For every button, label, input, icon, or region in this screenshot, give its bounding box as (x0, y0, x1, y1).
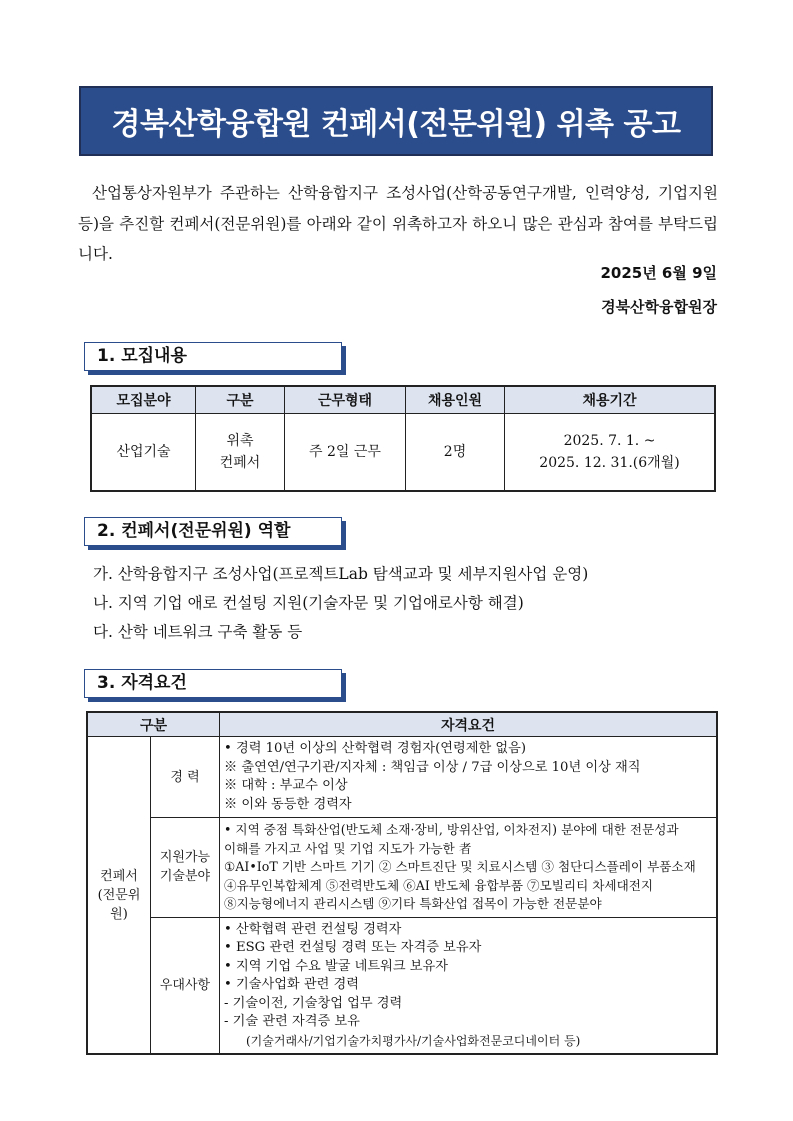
tech-label (151, 818, 220, 918)
tech-label-line: 지원가능 (159, 850, 211, 866)
count-cell: 2명 (406, 414, 505, 492)
list-item: • 경력 10년 이상의 산학협력 경험자(연령제한 없음) (224, 741, 527, 756)
tech-list (220, 818, 718, 918)
list-item: • 기술사업화 관련 경력 (224, 977, 360, 992)
list-item: ⑧지능형에너지 관리시스템 ⑨기타 특화산업 접목이 가능한 전문분야 (224, 896, 602, 911)
type-line: 위촉 (226, 433, 254, 449)
list-item: (기술거래사/기업기술가치평가사/기술사업화전문코디네이터 등) (246, 1033, 581, 1048)
table-row (87, 818, 717, 918)
table-header-row (91, 386, 715, 414)
list-item: ※ 이와 동등한 경력자 (224, 796, 352, 812)
group-line: 컨페서 (100, 868, 138, 884)
list-item: ※ 대학 : 부교수 이상 (224, 778, 348, 793)
section-heading-qualification: 3. 자격요건 (84, 669, 342, 698)
list-item: • 지역 기업 수요 발굴 네트워크 보유자 (224, 958, 449, 974)
pref-label: 우대사항 (151, 917, 220, 1054)
table-header-row (87, 712, 717, 737)
list-item: 다. 산학 네트워크 구축 활동 등 (93, 623, 303, 641)
list-item: ※ 출연연/연구기관/지자체 : 책임급 이상 / 7급 이상으로 10년 이상 재직 (224, 759, 641, 775)
table-header: 구분 (196, 386, 285, 414)
recruitment-table (90, 385, 716, 492)
list-item: - 기술이전, 기술창업 업무 경력 (224, 995, 403, 1011)
table-row (87, 737, 717, 818)
group-cell (87, 737, 151, 1055)
table-header: 모집분야 (91, 386, 196, 414)
table-header: 채용인원 (406, 386, 505, 414)
page-title: 경북산학융합원 컨페서(전문위원) 위촉 공고 (79, 86, 713, 156)
period-line: 2025. 12. 31.(6개월) (539, 455, 680, 471)
table-header: 근무형태 (285, 386, 406, 414)
list-item: 이해를 가지고 사업 및 기업 지도가 가능한 者 (224, 840, 472, 856)
tech-label-line: 기술분야 (159, 869, 211, 885)
type-line: 컨페서 (219, 455, 261, 471)
table-header: 자격요건 (220, 712, 718, 737)
list-item: ①AI•IoT 기반 스마트 기기 ② 스마트진단 및 치료시스템 ③ 첨단디스플레이 부품소재 (224, 859, 696, 874)
announcement-date: 2025년 6월 9일 (600, 264, 717, 282)
list-item: 나. 지역 기업 애로 컨설팅 지원(기술자문 및 기업애로사항 해결) (93, 594, 524, 612)
role-list (93, 560, 588, 647)
list-item: • 지역 중점 특화산업(반도체 소재·장비, 방위산업, 이차전지) 분야에 대한 전문성과 (224, 822, 679, 837)
list-item: • ESG 관련 컨설팅 경력 또는 자격증 보유자 (224, 940, 482, 955)
table-header: 구분 (87, 712, 220, 737)
section-heading-recruitment: 1. 모집내용 (84, 342, 342, 371)
intro-paragraph: 산업통상자원부가 주관하는 산학융합지구 조성사업(산학공동연구개발, 인력양성, 기업지원 등)을 추진할 컨페서(전문위원)를 아래와 같이 위촉하고자 하오니 많은 관심과 참여를 부탁드립니다. (78, 184, 718, 263)
period-cell (505, 414, 716, 492)
group-line: (전문위원) (97, 887, 141, 922)
career-label: 경 력 (151, 737, 220, 818)
pref-list (220, 917, 718, 1054)
field-cell: 산업기술 (91, 414, 196, 492)
period-line: 2025. 7. 1. ~ (563, 433, 656, 449)
list-item: - 기술 관련 자격증 보유 (224, 1014, 360, 1029)
organization-name: 경북산학융합원장 (601, 298, 717, 316)
career-list (220, 737, 718, 818)
table-header: 채용기간 (505, 386, 716, 414)
list-item: • 산학협력 관련 컨설팅 경력자 (224, 921, 402, 937)
section-heading-role: 2. 컨페서(전문위원) 역할 (84, 517, 342, 546)
list-item: ④유무인복합체계 ⑤전력반도체 ⑥AI 반도체 융합부품 ⑦모빌리티 차세대전지 (224, 877, 654, 893)
qualification-table (86, 711, 718, 1055)
work-cell: 주 2일 근무 (285, 414, 406, 492)
table-row (91, 414, 715, 492)
type-cell (196, 414, 285, 492)
table-row (87, 917, 717, 1054)
list-item: 가. 산학융합지구 조성사업(프로젝트Lab 탐색교과 및 세부지원사업 운영) (93, 565, 589, 583)
